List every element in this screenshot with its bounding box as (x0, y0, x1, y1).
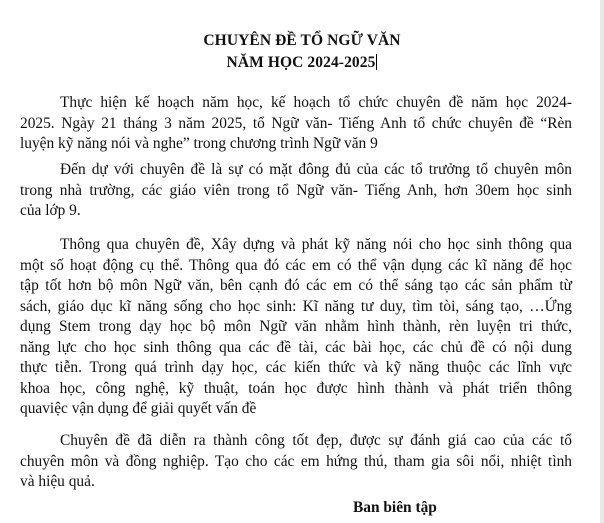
page-edge (600, 0, 604, 523)
paragraph-line: Chuyên đề đã diễn ra thành công tốt đẹp, được sự đánh giá cao của các tổ (60, 432, 572, 449)
document-subtitle (0, 54, 604, 72)
paragraph-line: dụng Stem trong dạy học bộ môn Ngữ văn nhằm hình thành, rèn luyện tri thức, (20, 318, 572, 335)
paragraph-line: Thực hiện kế hoạch năm học, kế hoạch tổ chức chuyên đề năm học 2024- (60, 94, 572, 111)
paragraph-line: thực tiễn. Trong quá trình dạy học, các kiến thức và kỹ năng thuộc các lĩnh vực (20, 359, 572, 376)
paragraph-conclusion (20, 431, 572, 493)
paragraph-line: sách, giáo dục kĩ năng sống cho học sinh: Kĩ năng tư duy, tìm tòi, sáng tạo, …Ứng (20, 297, 572, 315)
paragraph-line: và hiệu quả. (20, 473, 95, 490)
paragraph-content (20, 235, 572, 420)
paragraph-attendees (20, 160, 572, 222)
paragraph-line: tập tốt hơn bộ môn Ngữ văn, bên cạnh đó các em có thể sáng tạo các sản phẩm từ (20, 277, 572, 294)
paragraph-line: trong nhà trường, các giáo viên trong tổ Ngữ văn- Tiếng Anh, hơn 30em học sinh (20, 181, 572, 199)
paragraph-line: một số hoạt động cụ thể. Thông qua đó các em có thể vận dụng các kĩ năng để học (20, 256, 572, 274)
signature: Ban biên tập (353, 499, 437, 516)
paragraph-line: của lớp 9. (20, 202, 81, 219)
paragraph-line: năng lực cho học sinh thông qua các đề tài, các bài học, các chủ đề có nội dung (20, 338, 572, 356)
document-title: CHUYÊN ĐỀ TỔ NGỮ VĂN (203, 32, 401, 49)
paragraph-line: Đến dự với chuyên đề là sự có mặt đông đủ của các tổ trưởng tổ chuyên môn (60, 161, 572, 178)
text-cursor (376, 54, 377, 70)
paragraph-line: quaviệc vận dụng để giải quyết vấn đề (20, 400, 257, 417)
school-year-text: NĂM HỌC 2024-2025 (226, 54, 376, 71)
paragraph-introduction (20, 93, 572, 155)
paragraph-line: chuyên môn và đồng nghiệp. Tạo cho các em hứng thú, tham gia sôi nổi, nhiệt tình (20, 452, 572, 470)
paragraph-line: luyện kỹ năng nói và nghe” trong chương trình Ngữ văn 9 (20, 135, 378, 152)
paragraph-line: Thông qua chuyên đề, Xây dựng và phát kỹ năng nói cho học sinh thông qua (60, 236, 572, 253)
paragraph-line: khoa học, công nghệ, kỹ thuật, toán học được hình thành và phát triển thông (20, 379, 572, 397)
paragraph-line: 2025. Ngày 21 tháng 3 năm 2025, tổ Ngữ văn- Tiếng Anh tổ chức chuyên đề “Rèn (20, 114, 572, 132)
